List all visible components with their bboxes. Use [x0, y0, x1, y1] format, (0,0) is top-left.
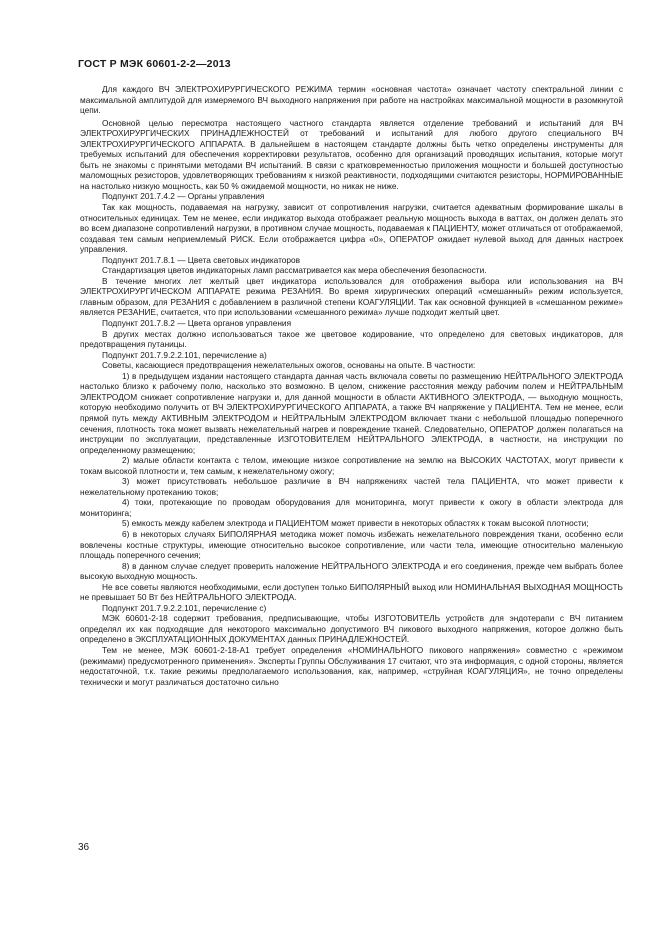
section-heading: Подпункт 201.7.9.2.2.101, перечисление а) — [102, 349, 267, 360]
section-heading: Подпункт 201.7.9.2.2.101, перечисление с) — [102, 602, 267, 613]
list-item: 5) емкость между кабелем электрода и ПАЦИЕНТОМ может привести в некоторых областях к токам высокой плотности; — [122, 518, 589, 529]
paragraph: Тем не менее, МЭК 60601-2-18-А1 требует определения «НОМИНАЛЬНОГО пикового напряжения» совместно с «режимом (режимами) предусмотренного применения». Эксперты Группы Обслуживания 17 считают, что эта информация, с одной стороны, является недостаточной, т.к. такие режимы предполагаемого использования, как, например, «струйная КОАГУЛЯЦИЯ», не точно определены технически и могут различаться достаточно сильно — [80, 644, 623, 687]
section-heading: Подпункт 201.7.8.1 — Цвета световых индикаторов — [102, 254, 301, 265]
section-heading: Подпункт 201.7.4.2 — Органы управления — [102, 191, 265, 202]
paragraph: МЭК 60601-2-18 содержит требования, предписывающие, чтобы ИЗГОТОВИТЕЛЬ устройств для эндотерапи с ВЧ питанием определял их как подходящие для некоторого максимально допустимого ВЧ пикового выходного напряжения, которое должно быть определено в ЭКСПЛУАТАЦИОННЫХ ДОКУМЕНТАХ данных ПРИНАДЛЕЖНОСТЕЙ. — [80, 613, 623, 645]
list-item: 6) в некоторых случаях БИПОЛЯРНАЯ методика может помочь избежать нежелательного повреждения ткани, особенно если вовлечены костные структуры, имеющие относительно высокое сопротивление, или части тела, имеющие относительно маленькую площадь поперечного сечения; — [80, 528, 623, 561]
list-item: 3) может присутствовать небольшое различие в ВЧ напряжениях частей тела ПАЦИЕНТА, что может привести к нежелательному протеканию токов; — [80, 476, 623, 497]
list-item: 2) малые области контакта с телом, имеющие низкое сопротивление на землю на ВЫСОКИХ ЧАСТОТАХ, могут привести к токам высокой плотности и, тем самым, к нежелательному ожогу; — [80, 455, 623, 476]
paragraph: Не все советы являются необходимыми, если доступен только БИПОЛЯРНЫЙ выход или НОМИНАЛЬНАЯ ВЫХОДНАЯ МОЩНОСТЬ не превышает 50 Вт без НЕЙТРАЛЬНОГО ЭЛЕКТРОДА. — [80, 581, 623, 603]
list-item: 1) в предыдущем издании настоящего стандарта данная часть включала советы по размещению НЕЙТРАЛЬНОГО ЭЛЕКТРОДА настолько близко к рабочему полю, насколько это возможно. В целом, снижение расстояния между рабочим полем и НЕЙТРАЛЬНЫМ ЭЛЕКТРОДОМ снижает сопротивление нагрузки и, для данной мощности в области АКТИВНОГО ЭЛЕКТРОДА, — выходную мощность, которую необходимо получить от ВЧ ЭЛЕКТРОХИРУРГИЧЕСКОГО АППАРАТА, а также ВЧ напряжение у ПАЦИЕНТА. Тем не менее, если прямой путь между АКТИВНЫМ ЭЛЕКТРОДОМ и НЕЙТРАЛЬНЫМ ЭЛЕКТРОДОМ включает ткани с небольшой площадью поперечного сечения, плотность тока может вызвать нежелательный нагрев и повреждение тканей. Следовательно, ОПЕРАТОР должен полагаться на инструкции по эксплуатации, представленные ИЗГОТОВИТЕЛЕМ НЕЙТРАЛЬНОГО ЭЛЕКТРОДА, в частности, на инструкции по определенному размещению; — [80, 370, 623, 455]
paragraph: Советы, касающиеся предотвращения нежелательных ожогов, основаны на опыте. В частности: — [102, 360, 476, 371]
paragraph: В течение многих лет желтый цвет индикатора использовался для отображения выбора или использования на ВЧ ЭЛЕКТРОХИРУРГИЧЕСКОМ АППАРАТЕ режима РЕЗАНИЯ. Во время хирургических операций «смешанный» режим используется, главным образом, для РЕЗАНИЯ с добавлением в различной степени КОАГУЛЯЦИИ. Так как основной функцией в «смешанном режиме» является РЕЗАНИЕ, считается, что при использовании «смешанного режима» лучше подходит желтый цвет. — [80, 275, 623, 318]
paragraph: В других местах должно использоваться такое же цветовое кодирование, что определено для световых индикаторов, для предотвращения путаницы. — [80, 328, 623, 350]
paragraph: Основной целью пересмотра настоящего частного стандарта является отделение требований и испытаний для ВЧ ЭЛЕКТРОХИРУРГИЧЕСКИХ ПРИНАДЛЕЖНОСТЕЙ от требований и испытаний для любого другого специального ВЧ ЭЛЕКТРОХИРУРГИЧЕСКОГО АППАРАТА. В дальнейшем в настоящем стандарте должны быть четко определены инструменты для требуемых испытаний для обеспечения корректировки результатов, особенно для организаций проводящих испытания, которые могут быть не знакомы с принятыми методами ВЧ испытаний. В связи с кратковременностью приложения мощности и большей доступностью маломощных резисторов, удовлетворяющих требованиям к низкой реактивности, подходящими считаются резисторы, НОРМИРОВАННЫЕ на настолько низкую мощность, как 50 % ожидаемой мощности, но никак не ниже. — [80, 117, 623, 191]
paragraph: Так как мощность, подаваемая на нагрузку, зависит от сопротивления нагрузки, считается адекватным формирование шкалы в относительных единицах. Тем не менее, если индикатор выхода отображает реальную мощность выхода в ваттах, он должен делать это во всем диапазоне сопротивлений нагрузки, в противном случае мощность, подаваемая к ПАЦИЕНТУ, может отличаться от отображаемой, создавая тем самым неприемлемый РИСК. Если отображается цифра «0», ОПЕРАТОР ожидает нулевой выход для данных настроек управления. — [80, 202, 623, 255]
section-heading: Подпункт 201.7.8.2 — Цвета органов управления — [102, 318, 292, 329]
page-number: 36 — [78, 842, 90, 853]
standard-header: ГОСТ Р МЭК 60601-2-2—2013 — [78, 58, 231, 70]
paragraph: Стандартизация цветов индикаторных ламп рассматривается как мера обеспечения безопасности. — [102, 265, 487, 276]
list-item: 4) токи, протекающие по проводам оборудования для мониторинга, могут привести к ожогу в области электрода для мониторинга; — [80, 497, 623, 518]
document-body — [80, 84, 623, 687]
paragraph: Для каждого ВЧ ЭЛЕКТРОХИРУРГИЧЕСКОГО РЕЖИМА термин «основная частота» означает частоту спектральной линии с максимальной амплитудой для измеряемого ВЧ выходного напряжения при работе на настройках максимальной мощности в разомкнутой цепи. — [80, 84, 623, 116]
list-item: 8) в данном случае следует проверить наложение НЕЙТРАЛЬНОГО ЭЛЕКТРОДА и его соединения, прежде чем выбрать более высокую выходную мощность. — [80, 560, 623, 582]
